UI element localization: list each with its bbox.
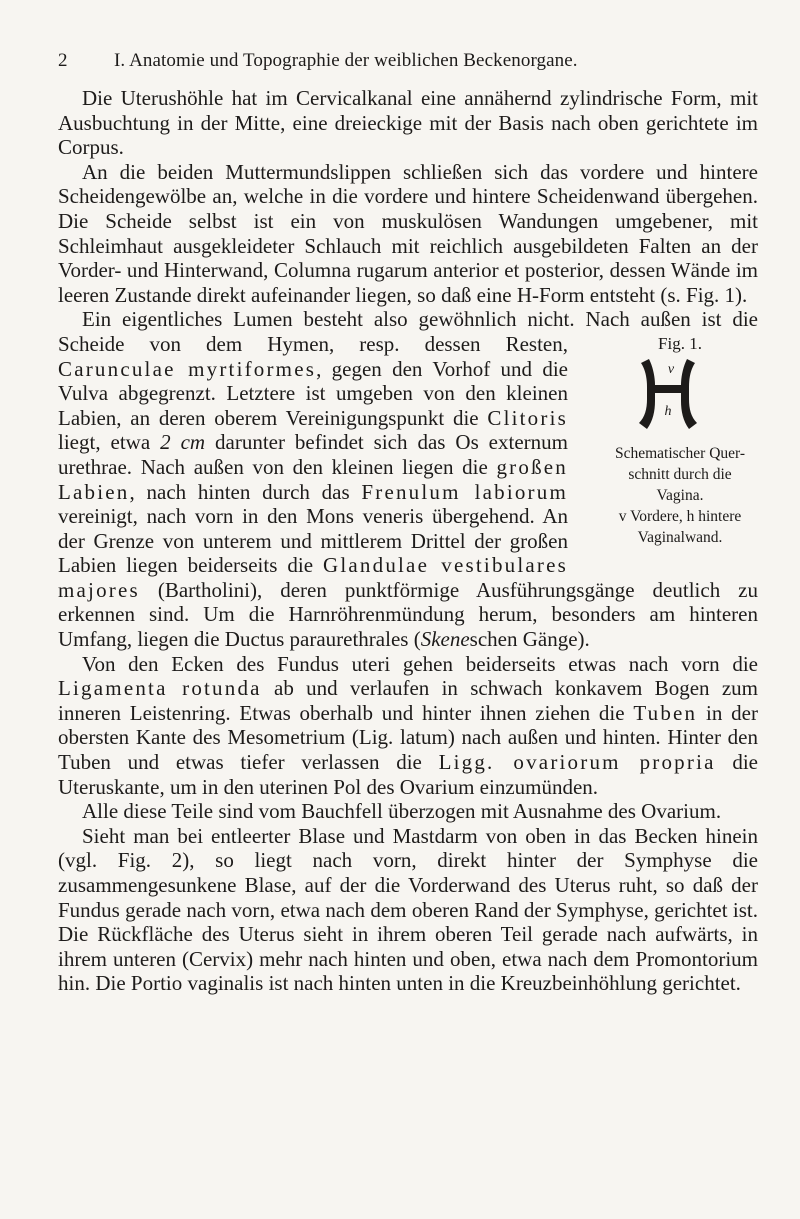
- body-text: [58, 86, 758, 996]
- figure-1: [578, 335, 758, 563]
- label-h: h: [664, 403, 672, 419]
- paragraph-1: Die Uterushöhle hat im Cervicalkanal eine annähernd zylindrische Form, mit Ausbuchtung in der Mitte, eine dreieckige mit der Basis nach oben gerichtete im Corpus.: [58, 86, 758, 160]
- label-v: v: [667, 361, 675, 377]
- paragraph-6: Sieht man bei entleerter Blase und Mastdarm von oben in das Becken hinein (vgl. Fig. 2), so liegt nach vorn, direkt hinter der Symphyse die zusammengesunkene Blase, auf der die Vorderwand des Uterus ruht, so daß der Fundus gerade nach vorn, etwa nach dem oberen Rand der Symphyse, gerichtet ist. Die Rückfläche des Uterus sieht in ihrem oberen Teil gerade nach aufwärts, in ihrem unteren (Cervix) mehr nach hinten und oben, etwa nach dem Promontorium hin. Die Portio vaginalis ist nach hinten unten in die Kreuzbeinhöhlung gerichtet.: [58, 823, 758, 996]
- paragraph-4: Von den Ecken des Fundus uteri gehen beiderseits etwas nach vorn die Ligamenta rotunda ab und verlaufen in schwach konkavem Bogen zum inneren Leistenring. Etwas oberhalb und hinter ihnen ziehen die Tuben in der obersten Kante des Mesometrium (Lig. latum) nach außen und hinten. Hinter den Tuben und etwas tiefer verlassen die Ligg. ovariorum propria die Uteruskante, um in den uterinen Pol des Ovarium einzumünden.: [58, 651, 759, 799]
- paragraph-2: An die beiden Muttermundslippen schließen sich das vordere und hintere Scheidengewölbe an, welche in die vordere und hintere Scheidenwand übergehen. Die Scheide selbst ist ein von muskulösen Wandungen umgebener, mit Schleimhaut ausgekleideter Schlauch mit reichlich ausgebildeten Falten an der Vorder- und Hinterwand, Columna rugarum anterior et posterior, dessen Wände im leeren Zustande direkt aufeinander liegen, so daß eine H-Form entsteht (s. Fig. 1).: [58, 159, 758, 307]
- paragraph-5: Alle diese Teile sind vom Bauchfell überzogen mit Ausnahme des Ovarium.: [82, 799, 722, 824]
- vagina-cross-section-diagram: [633, 359, 703, 439]
- paragraph-3: Ein eigentliches Lumen besteht also gewöhnlich nicht. Nach außen ist die Scheide von dem Hymen, resp. dessen Resten, Fig. 1. v h Schematischer Quer- schnitt durch die Vagina. v Vordere, h hintere Vaginalwand. Carunculae myrtiformes, gegen den Vorhof und die Vulva abgegrenzt. Letztere ist umgeben von den kleinen Labien, an deren oberem Vereinigungspunkt die Clitoris liegt, etwa 2 cm darunter befindet sich das Os externum urethrae. Nach außen von den kleinen liegen die großen Labien, nach hinten durch das Frenulum labiorum vereinigt, nach vorn in den Mons veneris übergehend. An der Grenze von unterem und mittlerem Drittel der großen Labien liegen beiderseits die Glandulae vestibulares majores (Bartholini), deren punktförmige Ausführungsgänge deutlich zu erkennen sind. Um die Harnröhrenmündung herum, besonders am hinteren Umfang, liegen die Ductus paraurethrales (Skeneschen Gänge).: [58, 307, 758, 652]
- page-number: 2: [58, 50, 68, 71]
- figure-label: Fig. 1.: [658, 333, 702, 353]
- running-title: I. Anatomie und Topographie der weiblichen Beckenorgane.: [114, 50, 578, 71]
- figure-caption: Schematischer Quer- schnitt durch die Vagina. v Vordere, h hintere Vaginalwand.: [614, 444, 746, 546]
